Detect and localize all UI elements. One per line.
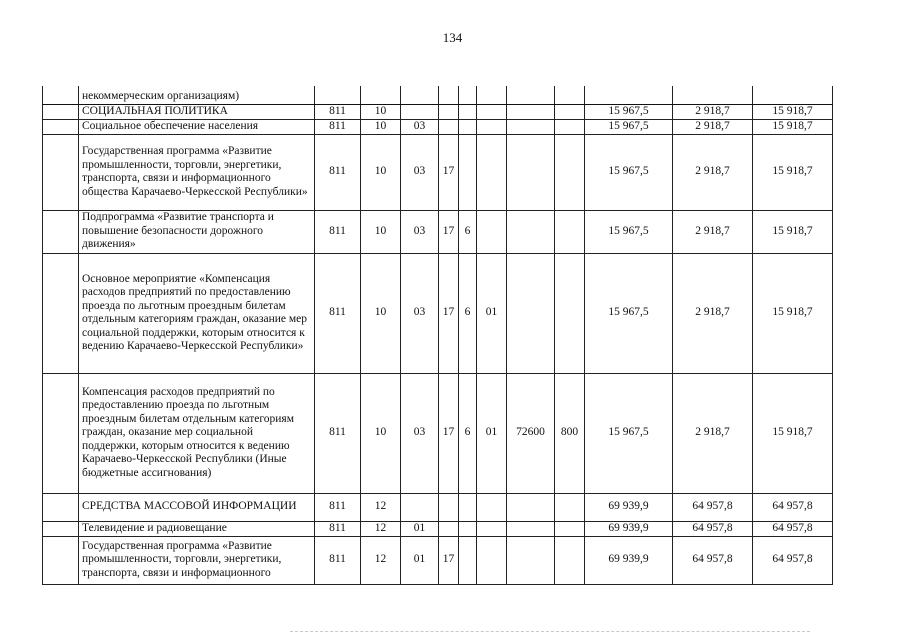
expense-type-cell xyxy=(555,210,585,253)
sum-year2-cell: 2 918,7 xyxy=(673,119,753,134)
sum-year3-cell: 15 918,7 xyxy=(753,134,833,210)
subsection-cell xyxy=(401,104,439,119)
program-cell: 17 xyxy=(439,373,459,493)
sum-year2-cell: 2 918,7 xyxy=(673,253,753,373)
code-cell: 811 xyxy=(315,134,361,210)
subsection-cell xyxy=(401,86,439,104)
program-cell xyxy=(439,119,459,134)
code-cell: 811 xyxy=(315,210,361,253)
page-number: 134 xyxy=(442,30,463,45)
table-row xyxy=(43,493,833,521)
table-row xyxy=(43,119,833,134)
budget-table xyxy=(42,86,833,585)
sum-year1-cell: 15 967,5 xyxy=(585,210,673,253)
subsection-cell: 03 xyxy=(401,373,439,493)
expense-type-cell xyxy=(555,134,585,210)
table-row xyxy=(43,86,833,104)
sum-year1-cell: 69 939,9 xyxy=(585,493,673,521)
sum-year1-cell: 69 939,9 xyxy=(585,521,673,536)
program-cell: 17 xyxy=(439,253,459,373)
event-cell xyxy=(477,536,507,584)
sum-year2-cell: 64 957,8 xyxy=(673,521,753,536)
sum-year2-cell: 2 918,7 xyxy=(673,210,753,253)
table-row xyxy=(43,134,833,210)
expense-type-cell xyxy=(555,119,585,134)
row-margin-cell xyxy=(43,373,79,493)
table-row xyxy=(43,373,833,493)
subprogram-cell xyxy=(459,536,477,584)
sum-year1-cell: 15 967,5 xyxy=(585,104,673,119)
row-margin-cell xyxy=(43,536,79,584)
code-cell: 811 xyxy=(315,521,361,536)
direction-cell xyxy=(507,253,555,373)
sum-year2-cell: 64 957,8 xyxy=(673,536,753,584)
name-cell: Основное мероприятие «Компенсация расходов предприятий по предоставлению проезда по льготным проездным билетам отдельным категориям граждан, оказание мер социальной поддержки, которым относится к ведению Карачаево-Черкесской Республики» xyxy=(79,253,315,373)
event-cell: 01 xyxy=(477,253,507,373)
direction-cell xyxy=(507,210,555,253)
subsection-cell: 03 xyxy=(401,134,439,210)
row-margin-cell xyxy=(43,493,79,521)
direction-cell: 72600 xyxy=(507,373,555,493)
subprogram-cell: 6 xyxy=(459,373,477,493)
direction-cell xyxy=(507,134,555,210)
sum-year2-cell: 2 918,7 xyxy=(673,373,753,493)
direction-cell xyxy=(507,119,555,134)
sum-year3-cell xyxy=(753,86,833,104)
table-body xyxy=(43,86,833,584)
subsection-cell: 03 xyxy=(401,119,439,134)
section-cell: 10 xyxy=(361,373,401,493)
event-cell: 01 xyxy=(477,373,507,493)
subsection-cell: 03 xyxy=(401,253,439,373)
name-cell: некоммерческим организациям) xyxy=(79,86,315,104)
section-cell: 10 xyxy=(361,104,401,119)
name-cell: Государственная программа «Развитие промышленности, торговли, энергетики, транспорта, связи и информационного общества Карачаево-Черкесской Республики» xyxy=(79,134,315,210)
section-cell: 10 xyxy=(361,210,401,253)
code-cell xyxy=(315,86,361,104)
code-cell: 811 xyxy=(315,493,361,521)
name-cell: СРЕДСТВА МАССОВОЙ ИНФОРМАЦИИ xyxy=(79,493,315,521)
code-cell: 811 xyxy=(315,104,361,119)
table-row xyxy=(43,210,833,253)
name-cell: Подпрограмма «Развитие транспорта и повышение безопасности дорожного движения» xyxy=(79,210,315,253)
subprogram-cell xyxy=(459,104,477,119)
direction-cell xyxy=(507,104,555,119)
name-cell: Телевидение и радиовещание xyxy=(79,521,315,536)
event-cell xyxy=(477,493,507,521)
row-margin-cell xyxy=(43,134,79,210)
table-row xyxy=(43,521,833,536)
sum-year1-cell: 15 967,5 xyxy=(585,119,673,134)
code-cell: 811 xyxy=(315,536,361,584)
subsection-cell xyxy=(401,493,439,521)
program-cell xyxy=(439,521,459,536)
program-cell xyxy=(439,86,459,104)
sum-year2-cell: 64 957,8 xyxy=(673,493,753,521)
table-row xyxy=(43,104,833,119)
sum-year1-cell: 15 967,5 xyxy=(585,134,673,210)
event-cell xyxy=(477,86,507,104)
row-margin-cell xyxy=(43,86,79,104)
sum-year1-cell: 69 939,9 xyxy=(585,536,673,584)
sum-year3-cell: 15 918,7 xyxy=(753,210,833,253)
direction-cell xyxy=(507,86,555,104)
sum-year2-cell: 2 918,7 xyxy=(673,104,753,119)
row-margin-cell xyxy=(43,253,79,373)
section-cell: 10 xyxy=(361,134,401,210)
subprogram-cell xyxy=(459,119,477,134)
subsection-cell: 01 xyxy=(401,521,439,536)
name-cell: СОЦИАЛЬНАЯ ПОЛИТИКА xyxy=(79,104,315,119)
name-cell: Компенсация расходов предприятий по предоставлению проезда по льготным проездным билетам отдельным категориям граждан, оказание мер социальной поддержки, которым относится к ведению Карачаево-Черкесской Республики (Иные бюджетные ассигнования) xyxy=(79,373,315,493)
row-margin-cell xyxy=(43,119,79,134)
event-cell xyxy=(477,210,507,253)
expense-type-cell xyxy=(555,536,585,584)
direction-cell xyxy=(507,536,555,584)
event-cell xyxy=(477,521,507,536)
sum-year3-cell: 64 957,8 xyxy=(753,536,833,584)
section-cell: 10 xyxy=(361,253,401,373)
name-cell: Социальное обеспечение населения xyxy=(79,119,315,134)
code-cell: 811 xyxy=(315,373,361,493)
subsection-cell: 03 xyxy=(401,210,439,253)
table-row xyxy=(43,536,833,584)
section-cell: 12 xyxy=(361,493,401,521)
scan-edge-line xyxy=(290,631,810,632)
sum-year2-cell xyxy=(673,86,753,104)
table-row xyxy=(43,253,833,373)
subprogram-cell xyxy=(459,521,477,536)
section-cell: 10 xyxy=(361,119,401,134)
program-cell xyxy=(439,104,459,119)
expense-type-cell xyxy=(555,104,585,119)
program-cell: 17 xyxy=(439,536,459,584)
sum-year3-cell: 15 918,7 xyxy=(753,253,833,373)
sum-year3-cell: 64 957,8 xyxy=(753,493,833,521)
subprogram-cell xyxy=(459,493,477,521)
sum-year3-cell: 15 918,7 xyxy=(753,119,833,134)
row-margin-cell xyxy=(43,210,79,253)
section-cell xyxy=(361,86,401,104)
row-margin-cell xyxy=(43,104,79,119)
expense-type-cell xyxy=(555,253,585,373)
event-cell xyxy=(477,134,507,210)
sum-year3-cell: 64 957,8 xyxy=(753,521,833,536)
expense-type-cell xyxy=(555,86,585,104)
subprogram-cell xyxy=(459,134,477,210)
program-cell: 17 xyxy=(439,134,459,210)
expense-type-cell xyxy=(555,521,585,536)
code-cell: 811 xyxy=(315,253,361,373)
subprogram-cell: 6 xyxy=(459,253,477,373)
expense-type-cell: 800 xyxy=(555,373,585,493)
program-cell: 17 xyxy=(439,210,459,253)
name-cell: Государственная программа «Развитие промышленности, торговли, энергетики, транспорта, связи и информационного xyxy=(79,536,315,584)
row-margin-cell xyxy=(43,521,79,536)
section-cell: 12 xyxy=(361,536,401,584)
section-cell: 12 xyxy=(361,521,401,536)
direction-cell xyxy=(507,521,555,536)
event-cell xyxy=(477,104,507,119)
event-cell xyxy=(477,119,507,134)
subprogram-cell: 6 xyxy=(459,210,477,253)
sum-year1-cell: 15 967,5 xyxy=(585,373,673,493)
sum-year3-cell: 15 918,7 xyxy=(753,373,833,493)
subprogram-cell xyxy=(459,86,477,104)
sum-year1-cell: 15 967,5 xyxy=(585,253,673,373)
sum-year2-cell: 2 918,7 xyxy=(673,134,753,210)
direction-cell xyxy=(507,493,555,521)
sum-year3-cell: 15 918,7 xyxy=(753,104,833,119)
subsection-cell: 01 xyxy=(401,536,439,584)
expense-type-cell xyxy=(555,493,585,521)
code-cell: 811 xyxy=(315,119,361,134)
sum-year1-cell xyxy=(585,86,673,104)
program-cell xyxy=(439,493,459,521)
